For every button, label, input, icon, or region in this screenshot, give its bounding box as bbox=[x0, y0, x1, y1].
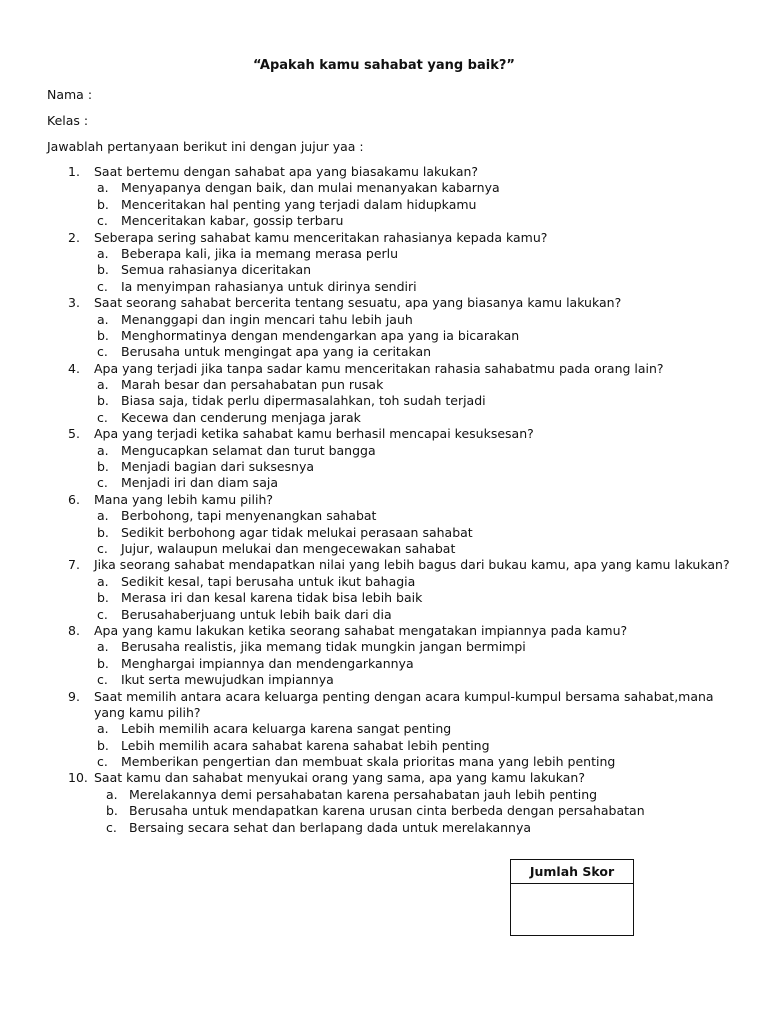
question-number: 8. bbox=[68, 622, 80, 638]
answer-option bbox=[0, 541, 768, 557]
option-letter: c. bbox=[97, 754, 108, 770]
option-text: Biasa saja, tidak perlu dipermasalahkan, toh sudah terjadi bbox=[121, 393, 486, 409]
option-text: Memberikan pengertian dan membuat skala prioritas mana yang lebih penting bbox=[121, 754, 616, 770]
option-text: Menceritakan kabar, gossip terbaru bbox=[121, 213, 344, 229]
question-text: Seberapa sering sahabat kamu menceritakan rahasianya kepada kamu? bbox=[94, 229, 548, 245]
option-text: Sedikit kesal, tapi berusaha untuk ikut bahagia bbox=[121, 573, 416, 589]
question-9-continued bbox=[0, 705, 768, 721]
option-letter: b. bbox=[97, 524, 109, 540]
option-letter: a. bbox=[97, 180, 109, 196]
question-number: 7. bbox=[68, 557, 80, 573]
score-box bbox=[510, 859, 634, 936]
answer-option bbox=[0, 639, 768, 655]
option-letter: b. bbox=[97, 459, 109, 475]
option-text: Berusaha untuk mengingat apa yang ia ceritakan bbox=[121, 344, 432, 360]
option-letter: c. bbox=[97, 606, 108, 622]
option-text: Menjadi iri dan diam saja bbox=[121, 475, 278, 491]
option-letter: a. bbox=[97, 311, 109, 327]
score-label: Jumlah Skor bbox=[511, 860, 633, 884]
option-text: Berbohong, tapi menyenangkan sahabat bbox=[121, 508, 377, 524]
question-number: 5. bbox=[68, 426, 80, 442]
option-text: Menanggapi dan ingin mencari tahu lebih jauh bbox=[121, 311, 413, 327]
option-text: Marah besar dan persahabatan pun rusak bbox=[121, 377, 384, 393]
answer-option bbox=[0, 344, 768, 360]
question-text: Apa yang terjadi ketika sahabat kamu berhasil mencapai kesuksesan? bbox=[94, 426, 534, 442]
question-8 bbox=[0, 623, 768, 639]
answer-option bbox=[0, 475, 768, 491]
question-number: 10. bbox=[68, 770, 88, 786]
option-letter: a. bbox=[97, 721, 109, 737]
option-text: Lebih memilih acara sahabat karena sahabat lebih penting bbox=[121, 737, 490, 753]
option-text: Jujur, walaupun melukai dan mengecewakan sahabat bbox=[121, 540, 456, 556]
option-letter: b. bbox=[97, 590, 109, 606]
answer-option bbox=[0, 197, 768, 213]
answer-option bbox=[0, 262, 768, 278]
answer-option bbox=[0, 180, 768, 196]
option-text: Menyapanya dengan baik, dan mulai menanyakan kabarnya bbox=[121, 180, 500, 196]
question-number: 2. bbox=[68, 229, 80, 245]
question-number: 6. bbox=[68, 491, 80, 507]
option-text: Semua rahasianya diceritakan bbox=[121, 262, 312, 278]
question-text: Saat kamu dan sahabat menyukai orang yang sama, apa yang kamu lakukan? bbox=[94, 770, 585, 786]
option-letter: c. bbox=[97, 672, 108, 688]
answer-option bbox=[0, 803, 768, 819]
option-text: Merelakannya demi persahabatan karena persahabatan jauh lebih penting bbox=[129, 786, 598, 802]
question-text: Jika seorang sahabat mendapatkan nilai yang lebih bagus dari bukau kamu, apa yang kamu lakukan? bbox=[94, 557, 730, 573]
answer-option bbox=[0, 246, 768, 262]
question-5 bbox=[0, 426, 768, 442]
question-4 bbox=[0, 361, 768, 377]
answer-option bbox=[0, 410, 768, 426]
option-letter: b. bbox=[106, 803, 118, 819]
option-text: Kecewa dan cenderung menjaga jarak bbox=[121, 409, 361, 425]
question-1 bbox=[0, 164, 768, 180]
question-text: Mana yang lebih kamu pilih? bbox=[94, 491, 274, 507]
option-letter: c. bbox=[97, 213, 108, 229]
option-text: Menceritakan hal penting yang terjadi dalam hidupkamu bbox=[121, 196, 477, 212]
answer-option bbox=[0, 377, 768, 393]
answer-option bbox=[0, 607, 768, 623]
option-text: Lebih memilih acara keluarga karena sangat penting bbox=[121, 721, 452, 737]
answer-option bbox=[0, 574, 768, 590]
question-2 bbox=[0, 230, 768, 246]
question-text: Apa yang terjadi jika tanpa sadar kamu menceritakan rahasia sahabatmu pada orang lain? bbox=[94, 360, 664, 376]
question-text: Saat bertemu dengan sahabat apa yang biasakamu lakukan? bbox=[94, 164, 479, 179]
option-text: Berusaha untuk mendapatkan karena urusan cinta berbeda dengan persahabatan bbox=[129, 803, 645, 819]
option-text: Menghargai impiannya dan mendengarkannya bbox=[121, 655, 414, 671]
option-text: Sedikit berbohong agar tidak melukai perasaan sahabat bbox=[121, 524, 473, 540]
question-6 bbox=[0, 492, 768, 508]
option-text: Bersaing secara sehat dan berlapang dada untuk merelakannya bbox=[129, 819, 532, 835]
answer-option bbox=[0, 754, 768, 770]
question-text: Saat memilih antara acara keluarga penting dengan acara kumpul-kumpul bersama sahabat,mana bbox=[94, 688, 714, 704]
option-letter: b. bbox=[97, 655, 109, 671]
option-letter: a. bbox=[97, 639, 109, 655]
instruction-text: Jawablah pertanyaan berikut ini dengan jujur yaa : bbox=[47, 139, 364, 154]
answer-option bbox=[0, 672, 768, 688]
question-text-continued: yang kamu pilih? bbox=[94, 704, 201, 720]
option-text: Ia menyimpan rahasianya untuk dirinya sendiri bbox=[121, 278, 417, 294]
question-9 bbox=[0, 689, 768, 705]
option-letter: b. bbox=[97, 262, 109, 278]
option-letter: a. bbox=[97, 508, 109, 524]
question-3 bbox=[0, 295, 768, 311]
answer-option bbox=[0, 279, 768, 295]
question-10 bbox=[0, 770, 768, 786]
answer-option bbox=[0, 721, 768, 737]
option-letter: c. bbox=[106, 819, 117, 835]
option-letter: c. bbox=[97, 475, 108, 491]
question-7 bbox=[0, 557, 768, 573]
answer-option bbox=[0, 525, 768, 541]
option-letter: c. bbox=[97, 409, 108, 425]
option-letter: a. bbox=[106, 786, 118, 802]
question-number: 3. bbox=[68, 295, 80, 311]
option-letter: a. bbox=[97, 245, 109, 261]
option-letter: a. bbox=[97, 442, 109, 458]
answer-option bbox=[0, 590, 768, 606]
option-text: Menghormatinya dengan mendengarkan apa yang ia bicarakan bbox=[121, 327, 520, 343]
answer-option bbox=[0, 328, 768, 344]
question-text: Saat seorang sahabat bercerita tentang sesuatu, apa yang biasanya kamu lakukan? bbox=[94, 295, 622, 311]
page-title: “Apakah kamu sahabat yang baik?” bbox=[253, 58, 515, 73]
option-text: Mengucapkan selamat dan turut bangga bbox=[121, 442, 376, 458]
option-letter: a. bbox=[97, 573, 109, 589]
answer-option bbox=[0, 738, 768, 754]
option-letter: b. bbox=[97, 737, 109, 753]
option-text: Menjadi bagian dari suksesnya bbox=[121, 459, 315, 475]
option-text: Ikut serta mewujudkan impiannya bbox=[121, 672, 334, 688]
answer-option bbox=[0, 820, 768, 836]
option-text: Beberapa kali, jika ia memang merasa perlu bbox=[121, 245, 399, 261]
question-number: 9. bbox=[68, 688, 80, 704]
question-number: 4. bbox=[68, 360, 80, 376]
kelas-field: Kelas : bbox=[47, 113, 89, 128]
option-letter: b. bbox=[97, 327, 109, 343]
option-letter: b. bbox=[97, 393, 109, 409]
option-letter: c. bbox=[97, 278, 108, 294]
option-text: Berusaha realistis, jika memang tidak mungkin jangan bermimpi bbox=[121, 639, 526, 655]
option-text: Merasa iri dan kesal karena tidak bisa lebih baik bbox=[121, 590, 423, 606]
option-letter: b. bbox=[97, 196, 109, 212]
answer-option bbox=[0, 312, 768, 328]
nama-field: Nama : bbox=[47, 87, 93, 102]
option-letter: c. bbox=[97, 540, 108, 556]
option-letter: a. bbox=[97, 377, 109, 393]
question-number: 1. bbox=[68, 164, 80, 179]
answer-option bbox=[0, 443, 768, 459]
option-letter: c. bbox=[97, 344, 108, 360]
option-text: Berusahaberjuang untuk lebih baik dari dia bbox=[121, 606, 392, 622]
answer-option bbox=[0, 213, 768, 229]
question-list bbox=[0, 164, 768, 836]
answer-option bbox=[0, 787, 768, 803]
question-text: Apa yang kamu lakukan ketika seorang sahabat mengatakan impiannya pada kamu? bbox=[94, 622, 628, 638]
answer-option bbox=[0, 656, 768, 672]
answer-option bbox=[0, 459, 768, 475]
answer-option bbox=[0, 393, 768, 409]
answer-option bbox=[0, 508, 768, 524]
